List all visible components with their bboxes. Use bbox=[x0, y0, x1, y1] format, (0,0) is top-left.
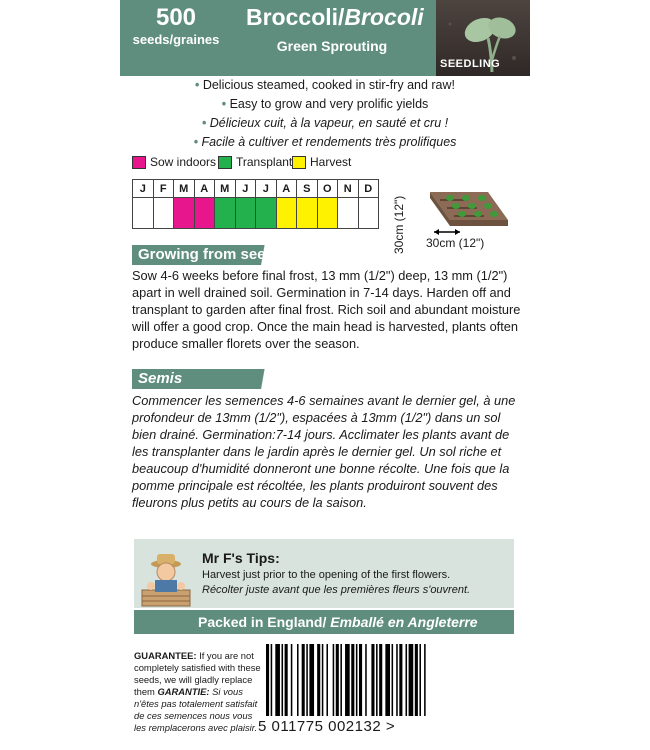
title-en: Broccoli/ bbox=[246, 4, 345, 30]
month-cell bbox=[235, 198, 256, 229]
barcode-bar bbox=[345, 644, 350, 716]
barcode-bar bbox=[376, 644, 378, 716]
barcode-bar bbox=[291, 644, 293, 716]
legend-label-sow: Sow indoors bbox=[150, 155, 217, 169]
month-cell bbox=[174, 198, 195, 229]
month-label: N bbox=[338, 180, 359, 198]
feature-item: • Délicieux cuit, à la vapeur, en sauté et cru ! bbox=[201, 116, 449, 130]
barcode-bar bbox=[275, 644, 280, 716]
legend-swatch-transplant bbox=[218, 156, 232, 169]
barcode-bar bbox=[419, 644, 421, 716]
month-label: J bbox=[133, 180, 154, 198]
barcode-bar bbox=[302, 644, 305, 716]
barcode-icon bbox=[262, 644, 518, 722]
month-cell bbox=[256, 198, 277, 229]
barcode-number: 5 011775 002132 > bbox=[258, 718, 396, 735]
photo-label: SEEDLING bbox=[440, 58, 501, 70]
barcode-bar bbox=[392, 644, 394, 716]
product-title bbox=[246, 4, 424, 31]
barcode-bar bbox=[297, 644, 299, 716]
barcode-bar bbox=[359, 644, 362, 716]
month-label: J bbox=[235, 180, 256, 198]
growing-text: Sow 4-6 weeks before final frost, 13 mm (1/2") deep, 13 mm (1/2") apart in well drained soil. Germination in 7-14 days. Harden off and transplant to garden after final frost. Rich soil and abundant moisture will offer a good crop. Once the main head is harvested, plants often produce smaller florets over the season. bbox=[132, 268, 521, 351]
guarantee-label-fr: GARANTIE: bbox=[157, 686, 210, 697]
barcode-bar bbox=[379, 644, 382, 716]
month-label: O bbox=[317, 180, 338, 198]
barcode-bar bbox=[282, 644, 284, 716]
sowing-calendar bbox=[132, 179, 379, 229]
feature-item: • Facile à cultiver et rendements très prolifiques bbox=[193, 135, 457, 149]
month-cell bbox=[133, 198, 154, 229]
barcode-bar bbox=[415, 644, 418, 716]
month-label: M bbox=[215, 180, 236, 198]
barcode-bar bbox=[306, 644, 308, 716]
packed-en: Packed in England/ bbox=[198, 614, 327, 630]
month-cell bbox=[276, 198, 297, 229]
month-cell bbox=[215, 198, 236, 229]
spacing-diagram bbox=[400, 184, 510, 236]
tips-en: Harvest just prior to the opening of the first flowers. bbox=[202, 569, 451, 581]
barcode-bar bbox=[371, 644, 374, 716]
month-label: F bbox=[153, 180, 174, 198]
packed-fr: Emballé en Angleterre bbox=[330, 614, 478, 630]
guarantee-fr: Si vous n'êtes pas totalement satisfait de ces semences nous vous les remplacerons avec plaisir. bbox=[134, 686, 258, 733]
month-label: S bbox=[297, 180, 318, 198]
gardener-icon bbox=[138, 550, 194, 608]
barcode-bar bbox=[399, 644, 402, 716]
month-label: A bbox=[194, 180, 215, 198]
barcode-bar bbox=[351, 644, 354, 716]
barcode-bar bbox=[336, 644, 339, 716]
barcode-bar bbox=[424, 644, 426, 716]
seed-count: 500 bbox=[155, 4, 197, 31]
barcode-bar bbox=[356, 644, 358, 716]
barcode-bar bbox=[340, 644, 342, 716]
legend-swatch-harvest bbox=[292, 156, 306, 169]
month-cell bbox=[317, 198, 338, 229]
barcode-bar bbox=[317, 644, 320, 716]
packed-in-banner bbox=[134, 610, 514, 634]
month-cell bbox=[194, 198, 215, 229]
barcode-bar bbox=[266, 644, 269, 716]
semis-heading: Semis bbox=[132, 369, 284, 389]
plant-spacing-label: 30cm (12") bbox=[426, 236, 485, 250]
barcode-bar bbox=[385, 644, 390, 716]
guarantee-text bbox=[134, 650, 264, 734]
legend-label-harvest: Harvest bbox=[310, 155, 352, 169]
barcode-bar bbox=[406, 644, 408, 716]
barcode-bar bbox=[309, 644, 314, 716]
month-cell bbox=[153, 198, 174, 229]
semis-text: Commencer les semences 4-6 semaines avant le dernier gel, à une profondeur de 13mm (1/2"), espacées à 13mm (1/2") dans un sol bien drainé. Germination:7-14 jours. Acclimater les plants avant de les transplanter dans le jardin après le dernier gel. Un sol riche et beaucoup d'humidité donneront une bonne récolte. Une fois que la pomme principale est récoltée, les plants produiront souvent des fleurons plus petits au cours de la saison. bbox=[132, 393, 516, 510]
guarantee-en: If you are not completely satisfied with these seeds, we will gladly replace them bbox=[134, 650, 261, 697]
month-cell bbox=[358, 198, 379, 229]
month-label: M bbox=[174, 180, 195, 198]
tips-fr: Récolter juste avant que les premières fleurs s'ouvrent. bbox=[202, 584, 471, 596]
legend-label-transplant: Transplant bbox=[236, 155, 293, 169]
feature-item: • Easy to grow and very prolific yields bbox=[221, 97, 429, 111]
barcode-bar bbox=[285, 644, 288, 716]
barcode-bar bbox=[326, 644, 328, 716]
guarantee-label-en: GUARANTEE: bbox=[134, 650, 197, 661]
tips-heading: Mr F's Tips: bbox=[202, 550, 280, 566]
barcode-bar bbox=[365, 644, 367, 716]
variety-name: Green Sprouting bbox=[276, 38, 388, 54]
growing-heading: Growing from seed bbox=[132, 245, 284, 265]
month-label: J bbox=[256, 180, 277, 198]
barcode-bar bbox=[409, 644, 414, 716]
barcode-bar bbox=[322, 644, 324, 716]
feature-item: • Delicious steamed, cooked in stir-fry and raw! bbox=[194, 78, 456, 92]
month-cell bbox=[297, 198, 318, 229]
barcode-bar bbox=[333, 644, 335, 716]
title-fr: Brocoli bbox=[344, 4, 424, 30]
barcode-bar bbox=[271, 644, 273, 716]
month-label: A bbox=[276, 180, 297, 198]
seed-count-unit: seeds/graines bbox=[132, 32, 220, 47]
month-label: D bbox=[358, 180, 379, 198]
legend-swatch-sow bbox=[132, 156, 146, 169]
barcode-bar bbox=[396, 644, 398, 716]
month-cell bbox=[338, 198, 359, 229]
row-spacing-label: 30cm (12") bbox=[392, 195, 406, 254]
